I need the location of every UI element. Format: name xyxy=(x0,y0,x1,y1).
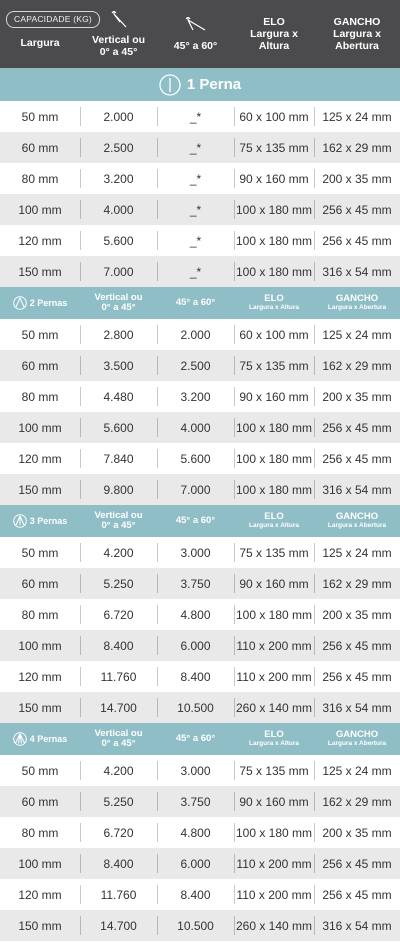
cell-link: 110 x 200 mm xyxy=(234,630,314,661)
section-col-hook-sub: Largura x Abertura xyxy=(327,304,387,311)
table-row xyxy=(0,599,400,630)
section-header-4-legs xyxy=(0,723,400,755)
section-col-hook-sub: Largura x Abertura xyxy=(327,522,387,529)
cell-hook: 125 x 24 mm xyxy=(314,319,400,350)
section-col-link xyxy=(234,287,314,319)
header-hook xyxy=(314,0,400,68)
cell-hook: 162 x 29 mm xyxy=(314,132,400,163)
section-col-link xyxy=(234,723,314,755)
cell-vertical: 8.400 xyxy=(80,630,157,661)
cell-width: 50 mm xyxy=(21,545,59,560)
table-row xyxy=(0,194,400,225)
cell-width: 150 mm xyxy=(18,700,62,715)
cell-vertical: 7.000 xyxy=(80,256,157,287)
cell-link: 90 x 160 mm xyxy=(234,381,314,412)
cell-angle: _* xyxy=(157,194,234,225)
cell-width: 100 mm xyxy=(18,638,62,653)
cell-width: 80 mm xyxy=(21,171,59,186)
section-col-angle-label: 45° a 60° xyxy=(175,515,216,526)
section-title: 1 Perna xyxy=(186,76,242,93)
cell-angle: _* xyxy=(157,163,234,194)
section-col-vertical-line2: 0° a 45° xyxy=(101,738,136,749)
section-col-vertical xyxy=(80,287,157,319)
cell-angle: 3.750 xyxy=(157,568,234,599)
three-legs-icon xyxy=(13,514,27,528)
cell-width: 60 mm xyxy=(21,576,59,591)
sling-vertical-icon xyxy=(106,10,132,32)
cell-link: 100 x 180 mm xyxy=(234,256,314,287)
table-row xyxy=(0,817,400,848)
cell-link: 100 x 180 mm xyxy=(234,194,314,225)
four-legs-icon xyxy=(13,732,27,746)
capacity-badge: CAPACIDADE (KG) xyxy=(6,11,100,28)
table-row xyxy=(0,443,400,474)
header-hook-title: GANCHO xyxy=(333,16,381,28)
table-row xyxy=(0,879,400,910)
cell-angle: 4.800 xyxy=(157,817,234,848)
header-vertical-line1: Vertical ou xyxy=(91,34,146,46)
cell-width: 120 mm xyxy=(18,669,62,684)
cell-vertical: 5.250 xyxy=(80,786,157,817)
table-row xyxy=(0,537,400,568)
cell-vertical: 6.720 xyxy=(80,817,157,848)
cell-link: 100 x 180 mm xyxy=(234,412,314,443)
section-col-link-sub: Largura x Altura xyxy=(249,522,299,529)
section-col-hook xyxy=(314,287,400,319)
cell-vertical: 2.500 xyxy=(80,132,157,163)
cell-vertical: 14.700 xyxy=(80,910,157,941)
cell-hook: 256 x 45 mm xyxy=(314,848,400,879)
section-col-link-title: ELO xyxy=(264,511,284,522)
cell-hook: 316 x 54 mm xyxy=(314,910,400,941)
section-header-3-legs xyxy=(0,505,400,537)
table-row xyxy=(0,132,400,163)
section-col-angle xyxy=(157,287,234,319)
cell-angle: _* xyxy=(157,256,234,287)
table-row xyxy=(0,412,400,443)
cell-vertical: 7.840 xyxy=(80,443,157,474)
cell-link: 110 x 200 mm xyxy=(234,879,314,910)
cell-hook: 256 x 45 mm xyxy=(314,879,400,910)
header-link-title: ELO xyxy=(263,16,285,28)
cell-link: 90 x 160 mm xyxy=(234,568,314,599)
cell-angle: 5.600 xyxy=(157,443,234,474)
cell-link: 90 x 160 mm xyxy=(234,163,314,194)
table-row xyxy=(0,755,400,786)
section-header-1-leg xyxy=(0,68,400,101)
section-title: 3 Pernas xyxy=(29,516,68,526)
cell-width: 120 mm xyxy=(18,451,62,466)
header-link xyxy=(234,0,314,68)
cell-width: 60 mm xyxy=(21,140,59,155)
cell-link: 100 x 180 mm xyxy=(234,817,314,848)
cell-vertical: 5.250 xyxy=(80,568,157,599)
cell-vertical: 5.600 xyxy=(80,412,157,443)
sling-angle-icon xyxy=(183,16,209,38)
cell-link: 100 x 180 mm xyxy=(234,443,314,474)
section-title: 4 Pernas xyxy=(29,734,68,744)
table-row xyxy=(0,319,400,350)
cell-angle: 10.500 xyxy=(157,910,234,941)
section-col-link-sub: Largura x Altura xyxy=(249,740,299,747)
cell-vertical: 2.000 xyxy=(80,101,157,132)
cell-angle: 6.000 xyxy=(157,630,234,661)
section-label xyxy=(0,723,80,755)
section-col-hook-title: GANCHO xyxy=(335,511,379,522)
cell-width: 150 mm xyxy=(18,264,62,279)
cell-link: 75 x 135 mm xyxy=(234,132,314,163)
cell-hook: 162 x 29 mm xyxy=(314,786,400,817)
cell-vertical: 2.800 xyxy=(80,319,157,350)
section-col-link xyxy=(234,505,314,537)
cell-angle: 4.000 xyxy=(157,412,234,443)
header-link-line2: Altura xyxy=(258,40,290,52)
section-col-vertical xyxy=(80,723,157,755)
header-hook-line1: Largura x xyxy=(333,28,381,40)
section-title: 2 Pernas xyxy=(29,298,68,308)
cell-hook: 162 x 29 mm xyxy=(314,350,400,381)
two-legs-icon xyxy=(13,296,27,310)
cell-hook: 256 x 45 mm xyxy=(314,225,400,256)
cell-width: 60 mm xyxy=(21,358,59,373)
cell-hook: 200 x 35 mm xyxy=(314,381,400,412)
cell-vertical: 14.700 xyxy=(80,692,157,723)
cell-width: 100 mm xyxy=(18,420,62,435)
table-row xyxy=(0,692,400,723)
cell-link: 75 x 135 mm xyxy=(234,350,314,381)
cell-width: 100 mm xyxy=(18,202,62,217)
cell-angle: _* xyxy=(157,225,234,256)
cell-vertical: 4.200 xyxy=(80,755,157,786)
cell-hook: 256 x 45 mm xyxy=(314,661,400,692)
section-rows-1-leg xyxy=(0,101,400,287)
cell-link: 75 x 135 mm xyxy=(234,755,314,786)
table-row xyxy=(0,568,400,599)
cell-angle: 8.400 xyxy=(157,661,234,692)
cell-vertical: 3.200 xyxy=(80,163,157,194)
cell-link: 100 x 180 mm xyxy=(234,599,314,630)
cell-vertical: 11.760 xyxy=(80,661,157,692)
cell-width: 150 mm xyxy=(18,482,62,497)
cell-width: 150 mm xyxy=(18,918,62,933)
table-row xyxy=(0,256,400,287)
cell-width: 80 mm xyxy=(21,825,59,840)
cell-vertical: 3.500 xyxy=(80,350,157,381)
cell-vertical: 11.760 xyxy=(80,879,157,910)
cell-vertical: 4.000 xyxy=(80,194,157,225)
cell-link: 75 x 135 mm xyxy=(234,537,314,568)
section-col-vertical-line1: Vertical ou xyxy=(94,292,143,303)
cell-hook: 200 x 35 mm xyxy=(314,817,400,848)
cell-hook: 256 x 45 mm xyxy=(314,630,400,661)
cell-hook: 162 x 29 mm xyxy=(314,568,400,599)
cell-width: 80 mm xyxy=(21,607,59,622)
section-col-angle-label: 45° a 60° xyxy=(175,297,216,308)
cell-angle: 6.000 xyxy=(157,848,234,879)
section-col-hook xyxy=(314,505,400,537)
cell-vertical: 4.200 xyxy=(80,537,157,568)
section-header-2-legs xyxy=(0,287,400,319)
section-col-hook-title: GANCHO xyxy=(335,293,379,304)
section-rows-4-legs xyxy=(0,755,400,941)
section-col-link-title: ELO xyxy=(264,293,284,304)
header-angle-label: 45° a 60° xyxy=(173,40,218,52)
header-vertical-line2: 0° a 45° xyxy=(99,46,138,58)
cell-angle: _* xyxy=(157,101,234,132)
cell-width: 100 mm xyxy=(18,856,62,871)
section-col-hook-title: GANCHO xyxy=(335,729,379,740)
section-col-vertical xyxy=(80,505,157,537)
cell-width: 50 mm xyxy=(21,763,59,778)
cell-angle: 3.200 xyxy=(157,381,234,412)
cell-hook: 316 x 54 mm xyxy=(314,692,400,723)
cell-width: 120 mm xyxy=(18,233,62,248)
cell-hook: 256 x 45 mm xyxy=(314,443,400,474)
cell-vertical: 4.480 xyxy=(80,381,157,412)
cell-link: 110 x 200 mm xyxy=(234,661,314,692)
table-row xyxy=(0,163,400,194)
cell-width: 60 mm xyxy=(21,794,59,809)
section-col-angle xyxy=(157,505,234,537)
cell-hook: 256 x 45 mm xyxy=(314,194,400,225)
cell-width: 120 mm xyxy=(18,887,62,902)
cell-angle: 3.750 xyxy=(157,786,234,817)
table-header xyxy=(0,0,400,68)
cell-angle: 2.500 xyxy=(157,350,234,381)
cell-link: 110 x 200 mm xyxy=(234,848,314,879)
table-row xyxy=(0,661,400,692)
section-col-vertical-line2: 0° a 45° xyxy=(101,520,136,531)
one-leg-icon xyxy=(159,74,181,96)
cell-angle: 7.000 xyxy=(157,474,234,505)
cell-angle: _* xyxy=(157,132,234,163)
cell-link: 100 x 180 mm xyxy=(234,225,314,256)
cell-hook: 125 x 24 mm xyxy=(314,537,400,568)
table-row xyxy=(0,630,400,661)
header-link-line1: Largura x xyxy=(250,28,298,40)
cell-link: 60 x 100 mm xyxy=(234,319,314,350)
section-col-vertical-line1: Vertical ou xyxy=(94,510,143,521)
cell-hook: 200 x 35 mm xyxy=(314,599,400,630)
cell-hook: 125 x 24 mm xyxy=(314,755,400,786)
table-row xyxy=(0,786,400,817)
section-label xyxy=(0,505,80,537)
header-angle xyxy=(157,0,234,68)
cell-link: 260 x 140 mm xyxy=(234,692,314,723)
cell-width: 80 mm xyxy=(21,389,59,404)
header-hook-line2: Abertura xyxy=(335,40,379,52)
cell-hook: 256 x 45 mm xyxy=(314,412,400,443)
table-row xyxy=(0,910,400,941)
section-col-hook-sub: Largura x Abertura xyxy=(327,740,387,747)
section-label xyxy=(0,287,80,319)
cell-hook: 316 x 54 mm xyxy=(314,474,400,505)
cell-hook: 200 x 35 mm xyxy=(314,163,400,194)
table-row xyxy=(0,350,400,381)
section-col-link-title: ELO xyxy=(264,729,284,740)
section-rows-2-legs xyxy=(0,319,400,505)
header-width-label: Largura xyxy=(20,37,60,49)
cell-vertical: 8.400 xyxy=(80,848,157,879)
cell-angle: 4.800 xyxy=(157,599,234,630)
cell-link: 60 x 100 mm xyxy=(234,101,314,132)
section-rows-3-legs xyxy=(0,537,400,723)
cell-link: 90 x 160 mm xyxy=(234,786,314,817)
cell-angle: 3.000 xyxy=(157,537,234,568)
section-col-angle xyxy=(157,723,234,755)
cell-width: 50 mm xyxy=(21,109,59,124)
cell-angle: 8.400 xyxy=(157,879,234,910)
cell-hook: 316 x 54 mm xyxy=(314,256,400,287)
cell-width: 50 mm xyxy=(21,327,59,342)
cell-vertical: 9.800 xyxy=(80,474,157,505)
cell-angle: 3.000 xyxy=(157,755,234,786)
section-col-vertical-line1: Vertical ou xyxy=(94,728,143,739)
cell-vertical: 6.720 xyxy=(80,599,157,630)
section-col-angle-label: 45° a 60° xyxy=(175,733,216,744)
cell-vertical: 5.600 xyxy=(80,225,157,256)
table-row xyxy=(0,381,400,412)
cell-link: 100 x 180 mm xyxy=(234,474,314,505)
table-row xyxy=(0,848,400,879)
cell-link: 260 x 140 mm xyxy=(234,910,314,941)
section-col-hook xyxy=(314,723,400,755)
cell-angle: 2.000 xyxy=(157,319,234,350)
table-row xyxy=(0,474,400,505)
table-row xyxy=(0,101,400,132)
cell-hook: 125 x 24 mm xyxy=(314,101,400,132)
table-row xyxy=(0,225,400,256)
section-col-link-sub: Largura x Altura xyxy=(249,304,299,311)
cell-angle: 10.500 xyxy=(157,692,234,723)
section-col-vertical-line2: 0° a 45° xyxy=(101,302,136,313)
